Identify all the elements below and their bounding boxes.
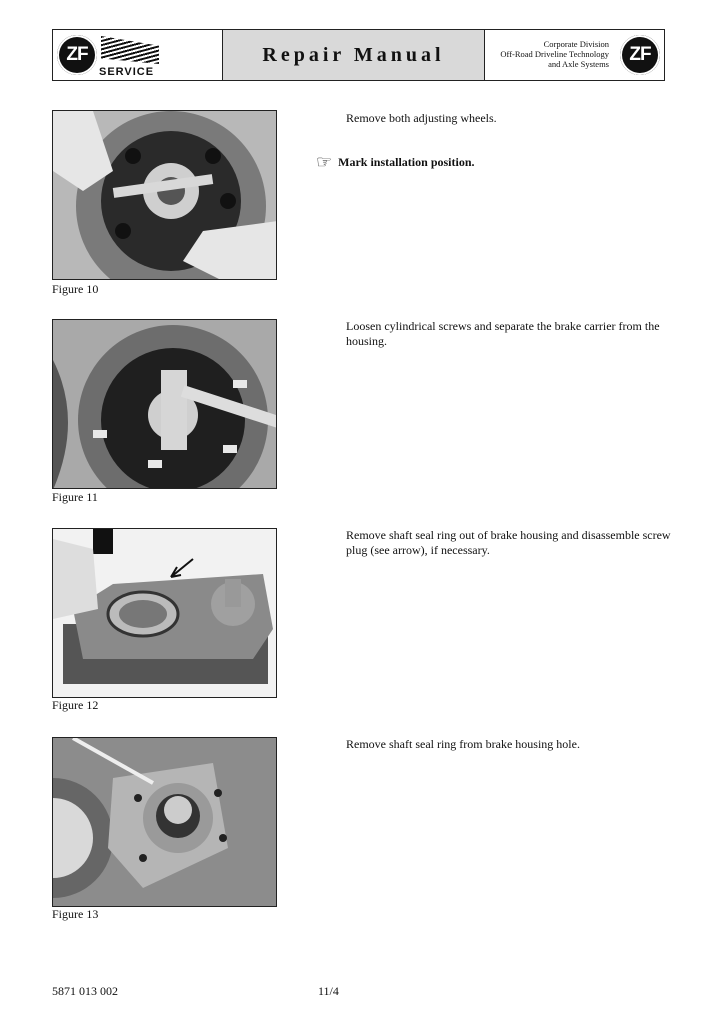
- zf-service-logo: [53, 30, 223, 80]
- figure-11-photo: [52, 319, 277, 489]
- step-text-4: Remove shaft seal ring from brake housing hole.: [346, 737, 580, 751]
- pointing-hand-icon: ☞: [316, 152, 333, 172]
- figure-12-caption: Figure 12: [52, 698, 99, 712]
- figure-11-caption: Figure 11: [52, 490, 98, 504]
- step-text-3: Remove shaft seal ring out of brake housing and disassemble screw plug (see arrow), if necessary.: [346, 528, 671, 557]
- figure-13-caption: Figure 13: [52, 907, 99, 921]
- step-text-2: Loosen cylindrical screws and separate the brake carrier from the housing.: [346, 319, 660, 348]
- figure-12-photo: [52, 528, 277, 698]
- step-text-1: Remove both adjusting wheels.: [346, 111, 497, 125]
- division-text: Corporate Division Off-Road Driveline Technology and Axle Systems: [500, 39, 609, 69]
- figure-10-photo: [52, 110, 277, 280]
- division-block: [485, 30, 664, 80]
- zf-logo-icon: ZF: [57, 35, 97, 75]
- document-title: Repair Manual: [223, 30, 485, 80]
- figure-10-caption: Figure 10: [52, 282, 99, 296]
- zf-logo-icon-right: ZF: [620, 35, 660, 75]
- doc-number: 5871 013 002: [52, 984, 118, 998]
- stripes-graphic: [101, 36, 159, 64]
- page-number: 11/4: [318, 984, 339, 998]
- note-mark-installation: ☞ Mark installation position.: [316, 152, 475, 172]
- service-label: SERVICE: [99, 66, 155, 78]
- page-header: [52, 29, 665, 81]
- figure-13-photo: [52, 737, 277, 907]
